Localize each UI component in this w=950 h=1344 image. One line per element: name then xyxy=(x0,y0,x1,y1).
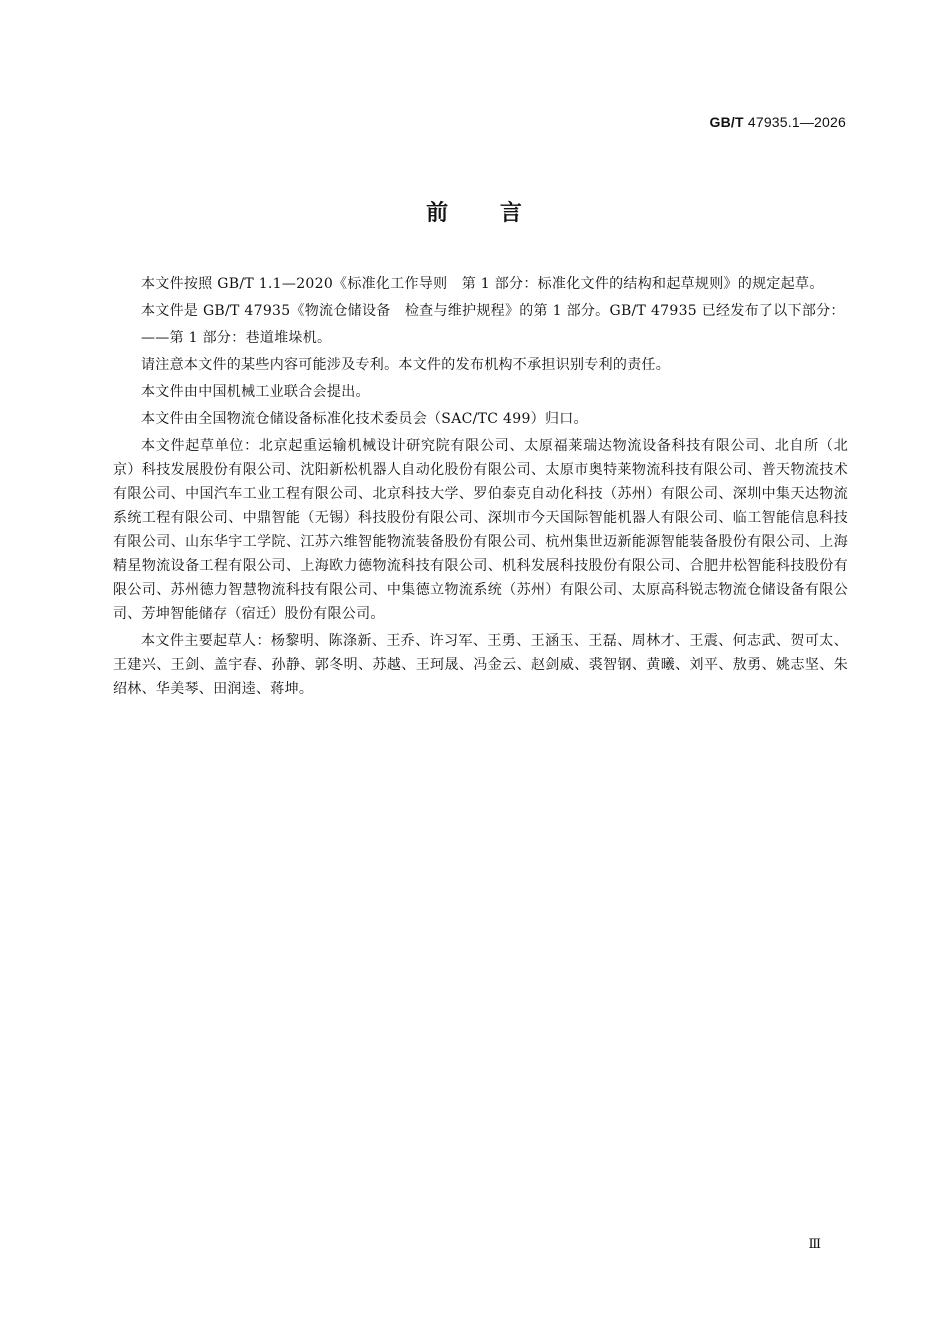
paragraph-parts-intro: 本文件是 GB/T 47935《物流仓储设备 检查与维护规程》的第 1 部分。GB/T 47935 已经发布了以下部分： xyxy=(141,303,845,319)
paragraph-proposed-by: 本文件由中国机械工业联合会提出。 xyxy=(141,384,370,400)
paragraph-drafting-rules: 本文件按照 GB/T 1.1—2020《标准化工作导则 第 1 部分：标准化文件的结构和起草规则》的规定起草。 xyxy=(141,276,824,292)
paragraph-part-1: ——第 1 部分：巷道堆垛机。 xyxy=(141,330,332,346)
page-number: Ⅲ xyxy=(808,1237,820,1252)
paragraph-drafting-units: 本文件起草单位：北京起重运输机械设计研究院有限公司、太原福莱瑞达物流设备科技有限公司、北自所（北京）科技发展股份有限公司、沈阳新松机器人自动化股份有限公司、太原市奥特莱物流科技有限公司、普天物流技术有限公司、中国汽车工业工程有限公司、北京科技大学、罗伯泰克自动化科技（苏州）有限公司、深圳中集天达物流系统工程有限公司、中鼎智能（无锡）科技股份有限公司、深圳市今天国际智能机器人有限公司、临工智能信息科技有限公司、山东华宇工学院、江苏六维智能物流装备股份有限公司、杭州集世迈新能源智能装备股份有限公司、上海精星物流设备工程有限公司、上海欧力德物流科技有限公司、机科发展科技股份有限公司、合肥井松智能科技股份有限公司、苏州德力智慧物流科技有限公司、中集德立物流系统（苏州）有限公司、太原高科锐志物流仓储设备有限公司、芳坤智能储存（宿迁）股份有限公司。 xyxy=(113,438,848,622)
page-title: 前 言 xyxy=(426,201,524,226)
paragraph-under-jurisdiction: 本文件由全国物流仓储设备标准化技术委员会（SAC/TC 499）归口。 xyxy=(141,411,588,427)
standard-code xyxy=(710,114,847,130)
standard-code-prefix: GB/T xyxy=(709,114,744,130)
foreword-body xyxy=(113,272,848,704)
paragraph-patent-notice: 请注意本文件的某些内容可能涉及专利。本文件的发布机构不承担识别专利的责任。 xyxy=(141,357,671,373)
paragraph-drafters: 本文件主要起草人：杨黎明、陈涤新、王乔、许习军、王勇、王涵玉、王磊、周林才、王震、何志武、贺可太、王建兴、王剑、盖宇春、孙静、郭冬明、苏越、王珂晟、冯金云、赵剑威、裘智钢、黄曦、刘平、敖勇、姚志坚、朱绍林、华美琴、田润逵、蒋坤。 xyxy=(113,633,848,697)
standard-code-number: 47935.1—2026 xyxy=(747,114,846,130)
